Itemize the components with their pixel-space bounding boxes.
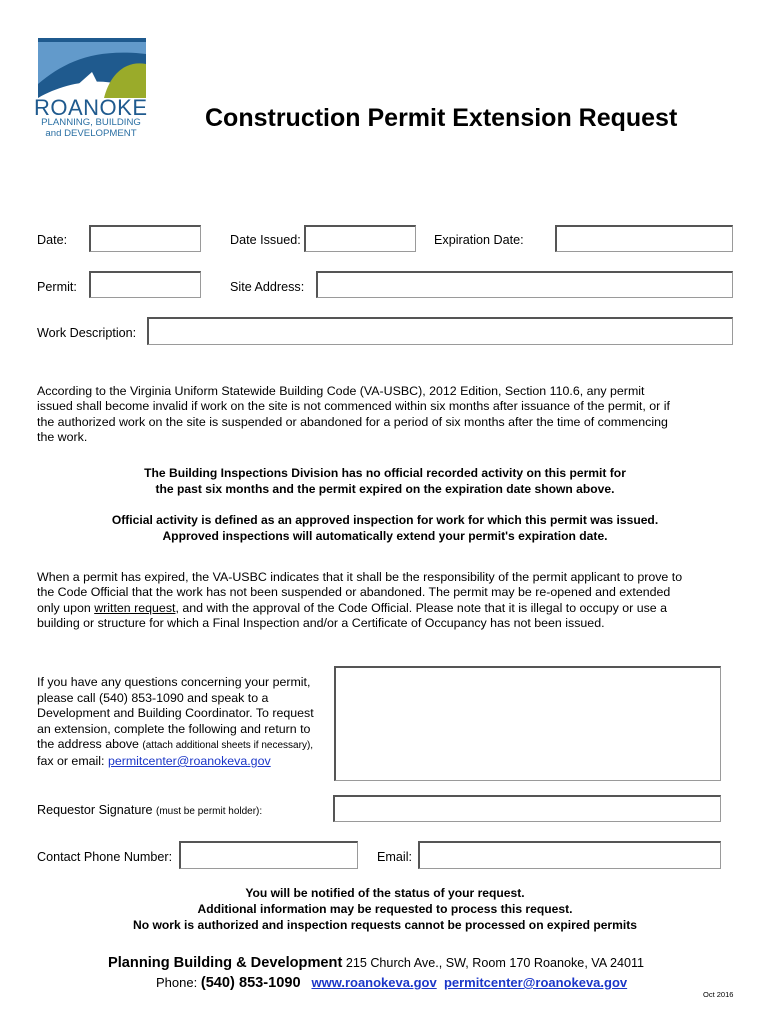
closing-line1: You will be notified of the status of your request. — [245, 886, 525, 900]
footer-contact-line — [156, 975, 627, 991]
notice-official-activity-line2: Approved inspections will automatically extend your permit's expiration date. — [162, 529, 608, 544]
expiration-date-field[interactable] — [555, 225, 733, 252]
site-address-field[interactable] — [316, 271, 733, 298]
contact-email-field[interactable] — [418, 841, 721, 869]
notice-official-activity — [37, 512, 733, 544]
work-description-field[interactable] — [147, 317, 733, 345]
footer-phone-label: Phone: — [156, 975, 201, 990]
expired-paragraph — [37, 570, 689, 632]
expiration-date-label: Expiration Date: — [434, 233, 524, 247]
notice-no-activity-line2: the past six months and the permit expired on the expiration date shown above. — [155, 482, 615, 497]
notice-official-activity-line1: Official activity is defined as an approved inspection for work for which this permit was issued. — [111, 513, 659, 527]
footer-email-link[interactable]: permitcenter@roanokeva.gov — [443, 975, 628, 990]
work-description-label: Work Description: — [37, 326, 137, 340]
closing-line3: No work is authorized and inspection requests cannot be processed on expired permits — [132, 918, 638, 933]
fax-email-prefix: fax or email: — [37, 753, 108, 768]
expired-paragraph-part2: , and with the approval of the Code Official. Please note that it is illegal to occupy or use a building or structure for which a Final Inspection and/or a Certificate of Occupancy has not been issued. — [37, 600, 668, 631]
signature-note: (must be permit holder): — [156, 806, 263, 817]
contact-phone-label: Contact Phone Number: — [37, 850, 173, 864]
footer-address-line — [108, 955, 644, 971]
page-title: Construction Permit Extension Request — [205, 104, 678, 132]
revision-date: Oct 2016 — [703, 990, 734, 999]
date-issued-field[interactable] — [304, 225, 416, 252]
closing-line2: Additional information may be requested to process this request. — [197, 902, 573, 917]
footer-phone: (540) 853-1090 — [200, 975, 301, 991]
signature-label: Requestor Signature — [37, 803, 157, 817]
contact-email-label: Email: — [377, 850, 412, 864]
expired-paragraph-part1: When a permit has expired, the VA-USBC indicates that it shall be the responsibility of the permit applicant to prove to the Code Official that the work has not been suspended or abandoned. The permit may be re-opened and extended only upon — [37, 570, 683, 615]
intro-paragraph: According to the Virginia Uniform Statewide Building Code (VA-USBC), 2012 Edition, Section 110.6, any permit issued shall become invalid if work on the site is not commenced within six months after issuance of the permit, or if the authorized work on the site is suspended or abandoned for a period of six months after the time of commencing the work. — [37, 384, 670, 445]
permit-label: Permit: — [37, 280, 77, 294]
written-request-text: written request — [94, 600, 176, 615]
signature-field[interactable] — [333, 795, 721, 822]
permit-field[interactable] — [89, 271, 201, 298]
footer-address: 215 Church Ave., SW, Room 170 Roanoke, VA 24011 — [342, 956, 645, 970]
date-issued-label: Date Issued: — [230, 233, 301, 247]
attach-note: (attach additional sheets if necessary), — [142, 740, 314, 752]
contact-phone-field[interactable] — [179, 841, 358, 869]
date-label: Date: — [37, 233, 68, 247]
logo-sub-line2: and DEVELOPMENT — [45, 128, 137, 139]
footer-org: Planning Building & Development — [108, 955, 343, 971]
notice-no-activity — [37, 465, 733, 497]
logo-sub-line1: PLANNING, BUILDING — [41, 117, 141, 128]
logo-name: ROANOKE — [34, 95, 148, 120]
closing-notice — [37, 885, 733, 934]
footer-website-link[interactable]: www.roanokeva.gov — [311, 975, 437, 990]
questions-paragraph — [37, 675, 329, 770]
signature-label-row — [37, 803, 262, 817]
notice-no-activity-line1: The Building Inspections Division has no official recorded activity on this permit for — [144, 466, 626, 480]
site-address-label: Site Address: — [230, 280, 305, 294]
request-details-field[interactable] — [334, 666, 721, 781]
questions-text: If you have any questions concerning your permit, please call (540) 853-1090 and speak to a Development and Building Coordinator. To request an extension, complete the following and return to the address above — [37, 675, 314, 752]
questions-email-link[interactable]: permitcenter@roanokeva.gov — [107, 753, 271, 768]
date-field[interactable] — [89, 225, 201, 252]
